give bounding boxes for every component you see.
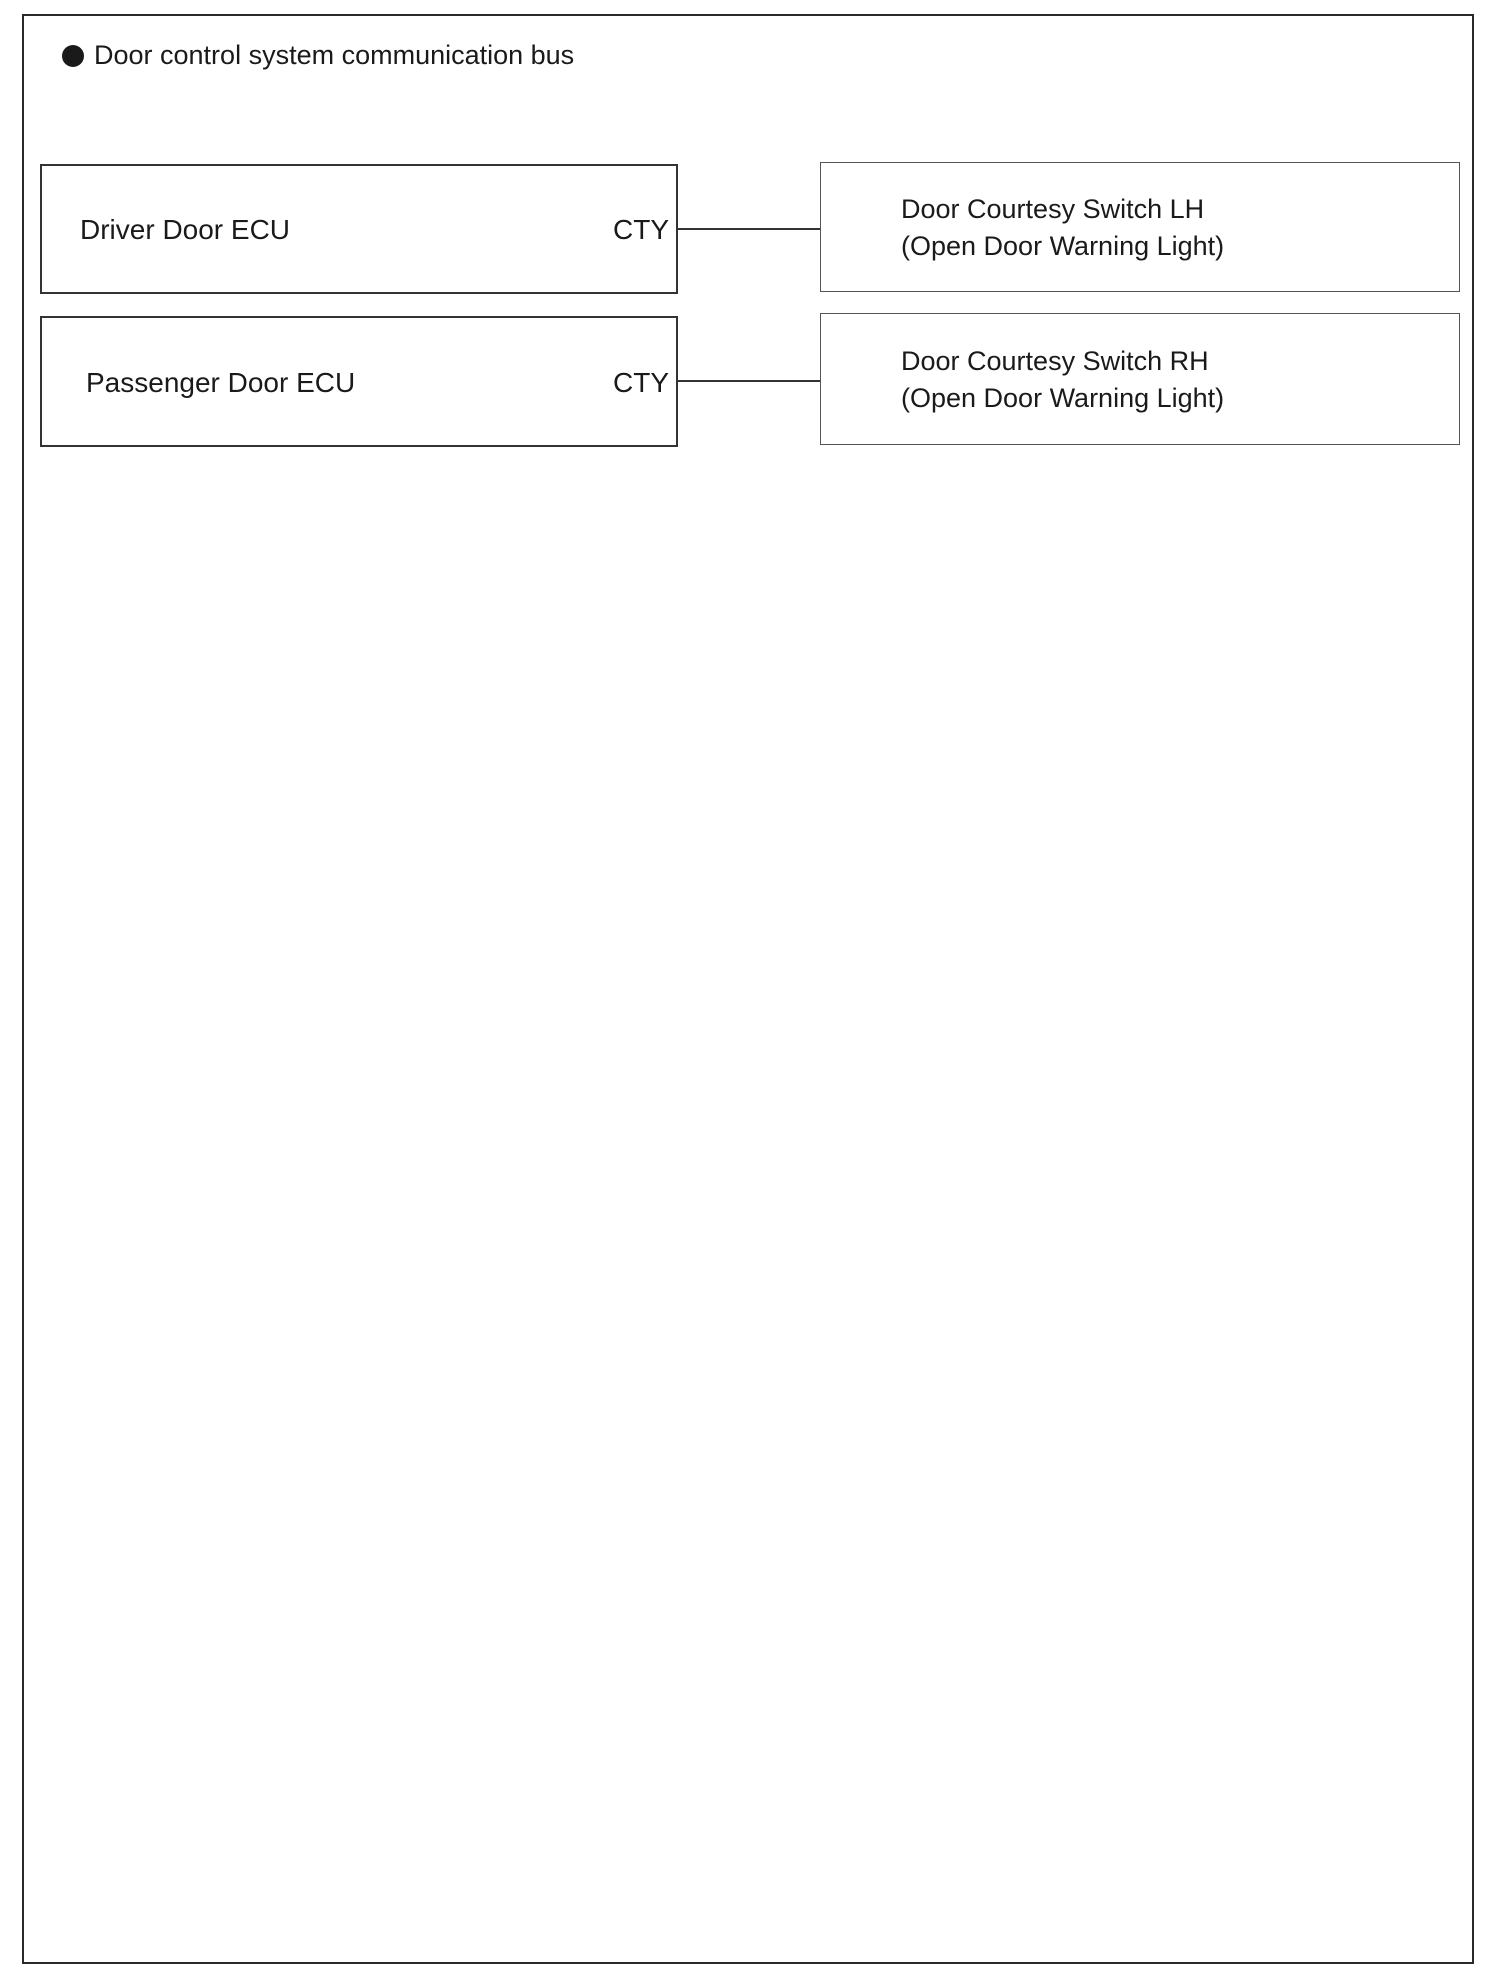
passenger-ecu-cty-pin: CTY [613,367,669,398]
diagram-heading [62,40,574,71]
passenger-door-ecu-label: Passenger Door ECU [86,367,356,398]
switch-rh-name: Door Courtesy Switch RH [901,346,1209,376]
page-frame [22,14,1474,1964]
switch-lh-name: Door Courtesy Switch LH [901,194,1205,224]
bullet-icon [62,45,84,67]
wire-passenger-to-switch-rh [678,380,820,382]
driver-ecu-cty-pin: CTY [613,214,669,245]
door-courtesy-switch-lh-text [901,191,1224,265]
wire-driver-to-switch-lh [678,228,820,230]
driver-door-ecu-label: Driver Door ECU [80,214,291,245]
switch-rh-function: (Open Door Warning Light) [901,383,1225,413]
switch-lh-function: (Open Door Warning Light) [901,231,1225,261]
door-courtesy-switch-rh-text [901,343,1224,417]
diagram-title: Door control system communication bus [94,40,575,70]
